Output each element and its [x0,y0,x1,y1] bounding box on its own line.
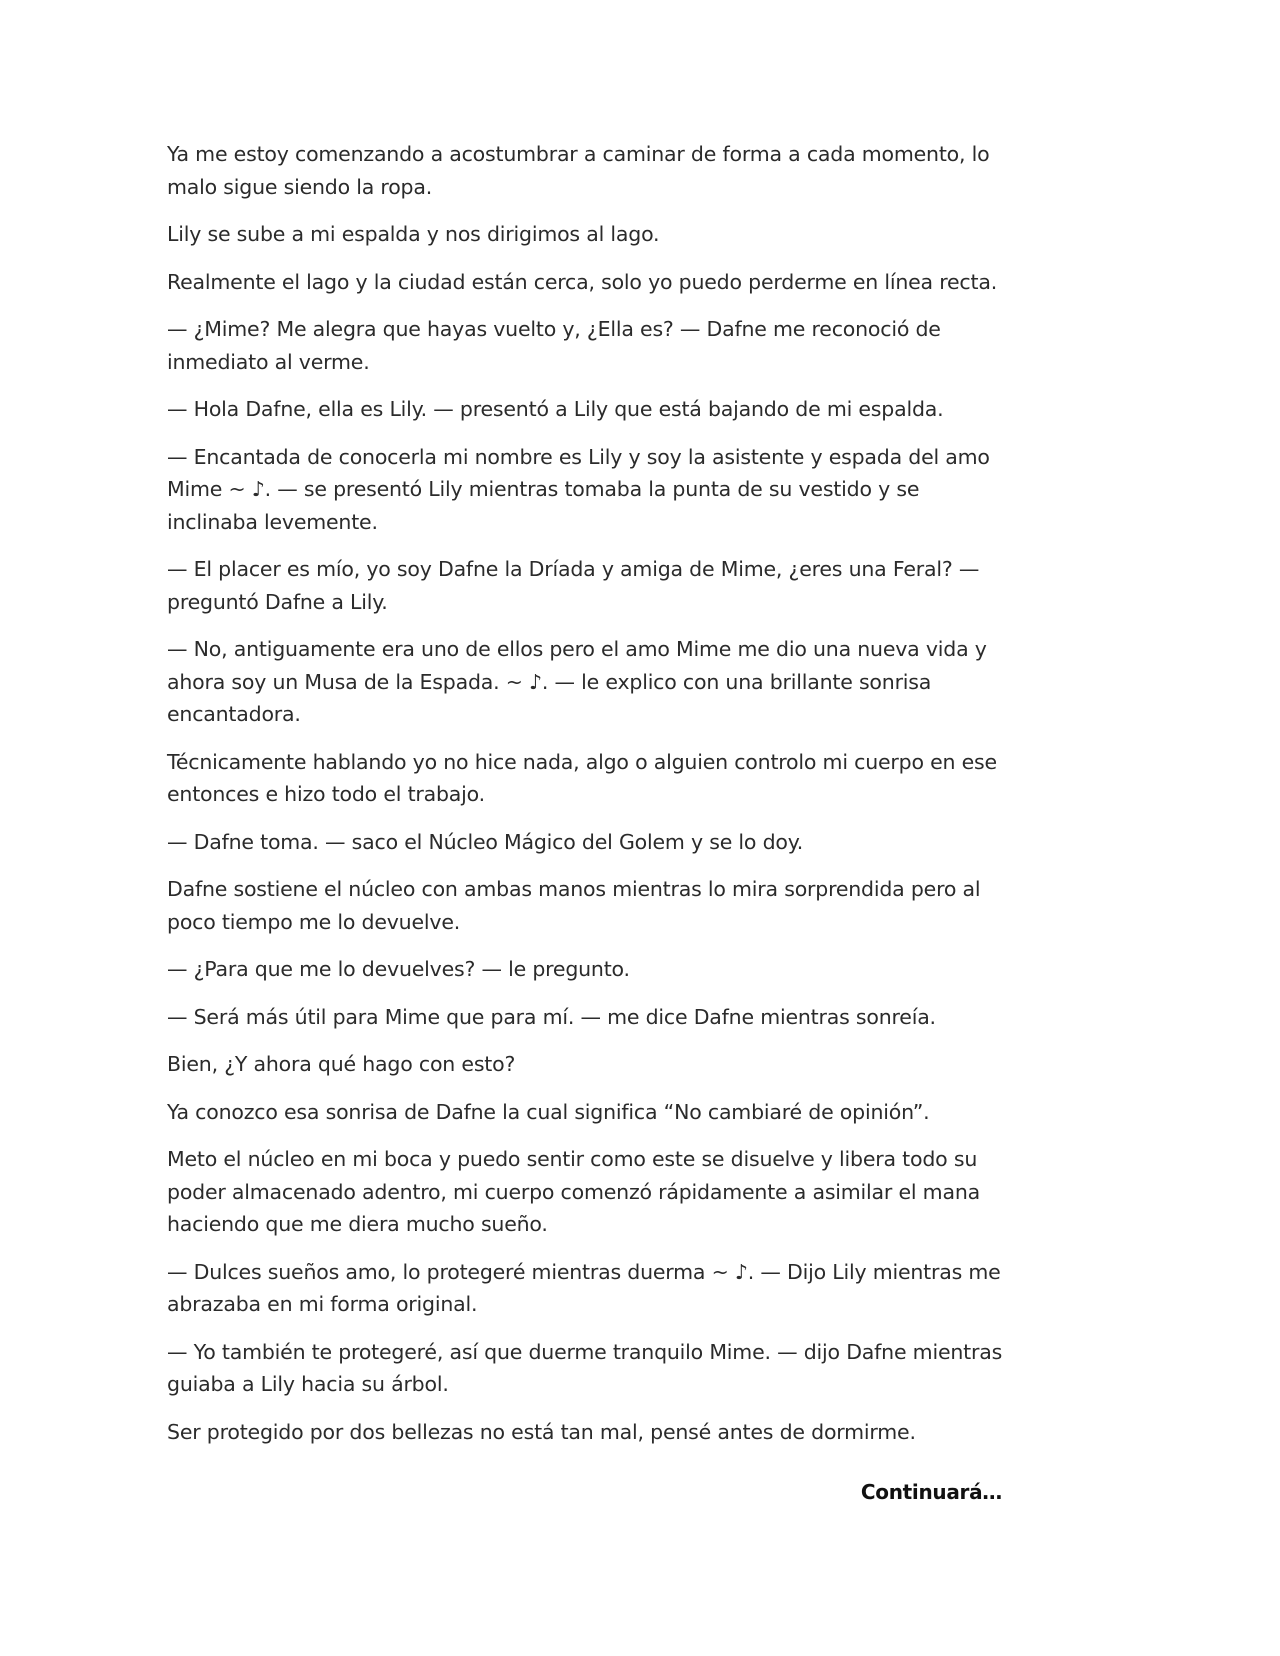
paragraph: — El placer es mío, yo soy Dafne la Dríada y amiga de Mime, ¿eres una Feral? — preguntó Dafne a Lily. [167,557,980,614]
paragraph: Lily se sube a mi espalda y nos dirigimos al lago. [167,222,660,246]
paragraph: — No, antiguamente era uno de ellos pero el amo Mime me dio una nueva vida y ahora soy un Musa de la Espada. ~ ♪. — le explico con una brillante sonrisa encantadora. [167,637,987,726]
paragraph: — ¿Mime? Me alegra que hayas vuelto y, ¿Ella es? — Dafne me reconoció de inmediato al verme. [167,317,941,374]
paragraph: Bien, ¿Y ahora qué hago con esto? [167,1052,516,1076]
paragraph: — Yo también te protegeré, así que duerme tranquilo Mime. — dijo Dafne mientras guiaba a Lily hacia su árbol. [167,1339,1003,1396]
paragraph: — Será más útil para Mime que para mí. — me dice Dafne mientras sonreía. [167,1004,936,1029]
paragraph: Meto el núcleo en mi boca y puedo sentir como este se disuelve y libera todo su poder almacenado adentro, mi cuerpo comenzó rápidamente a asimilar el mana haciendo que me diera mucho sueño. [167,1147,980,1236]
paragraph: — Hola Dafne, ella es Lily. — presentó a Lily que está bajando de mi espalda. [167,397,944,421]
paragraph: Ya me estoy comenzando a acostumbrar a caminar de forma a cada momento, lo malo sigue siendo la ropa. [167,142,990,199]
paragraph: Realmente el lago y la ciudad están cerca, solo yo puedo perderme en línea recta. [167,269,998,294]
paragraph: Ya conozco esa sonrisa de Dafne la cual significa “No cambiaré de opinión”. [167,1099,930,1124]
paragraph: Dafne sostiene el núcleo con ambas manos mientras lo mira sorprendida pero al poco tiempo me lo devuelve. [167,877,981,934]
paragraph: — Encantada de conocerla mi nombre es Lily y soy la asistente y espada del amo Mime ~ ♪. — se presentó Lily mientras tomaba la punta de su vestido y se inclinaba levemente. [167,444,990,534]
paragraph: Técnicamente hablando yo no hice nada, algo o alguien controlo mi cuerpo en ese entonces e hizo todo el trabajo. [167,749,997,806]
story-text [167,138,1007,1463]
paragraph: — Dafne toma. — saco el Núcleo Mágico del Golem y se lo doy. [167,829,804,854]
paragraph: Ser protegido por dos bellezas no está tan mal, pensé antes de dormirme. [167,1419,916,1444]
paragraph: — Dulces sueños amo, lo protegeré mientras duerma ~ ♪. — Dijo Lily mientras me abrazaba en mi forma original. [167,1259,1001,1316]
paragraph: — ¿Para que me lo devuelves? — le pregunto. [167,957,630,981]
continued-label: Continuará… [860,1480,1002,1504]
